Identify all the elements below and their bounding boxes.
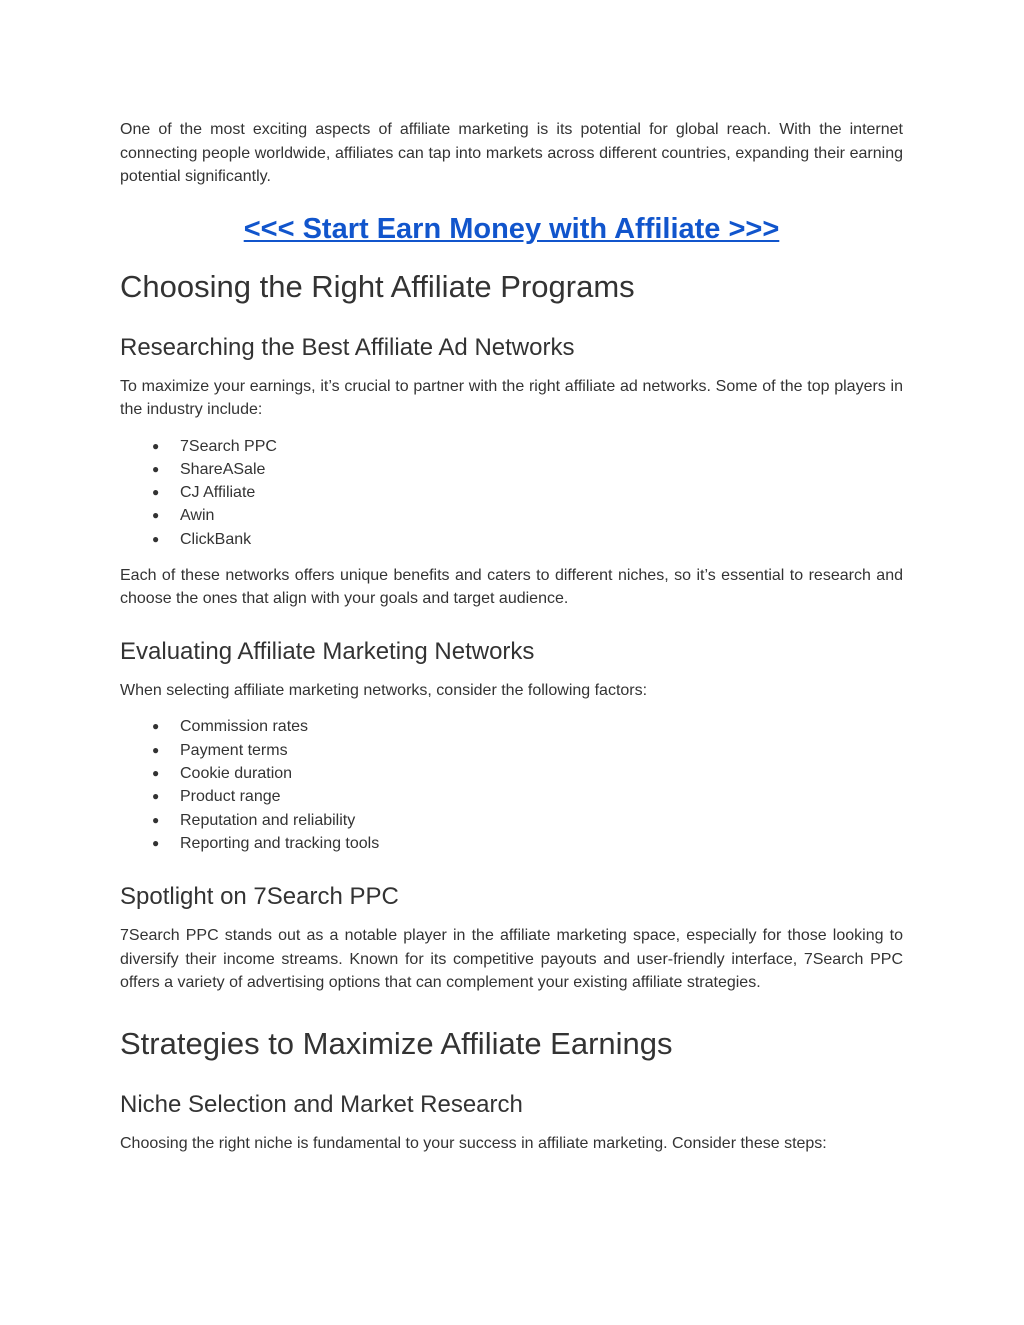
section-heading-strategies: Strategies to Maximize Affiliate Earnings — [120, 1025, 673, 1061]
subheading-niche-selection: Niche Selection and Market Research — [120, 1090, 523, 1118]
list-item: ● Product range — [120, 785, 903, 808]
list-item: ● CJ Affiliate — [120, 481, 903, 504]
intro-paragraph: One of the most exciting aspects of affiliate marketing is its potential for global reach. With the internet connecting people worldwide, affiliates can tap into markets across different countries, expanding their earning potential significantly. — [120, 121, 903, 185]
list-item: ● ShareASale — [120, 458, 903, 481]
networks-outro-paragraph: Each of these networks offers unique benefits and caters to different niches, so it’s essential to research and choose the ones that align with your goals and target audience. — [120, 566, 903, 608]
network-list — [120, 435, 903, 551]
evaluating-intro-paragraph: When selecting affiliate marketing networks, consider the following factors: — [120, 681, 648, 699]
bullet-icon: ● — [152, 508, 160, 523]
list-item: ● 7Search PPC — [120, 435, 903, 458]
bullet-icon: ● — [152, 766, 160, 781]
bullet-icon: ● — [152, 719, 160, 734]
list-item: ● Commission rates — [120, 715, 903, 738]
cta-container — [120, 209, 903, 267]
list-item: ● Awin — [120, 504, 903, 527]
bullet-icon: ● — [152, 485, 160, 500]
subheading-researching-networks: Researching the Best Affiliate Ad Networks — [120, 333, 575, 361]
list-item: ● Reporting and tracking tools — [120, 832, 903, 855]
start-earning-link[interactable]: <<< Start Earn Money with Affiliate >>> — [243, 212, 780, 245]
section-heading-choosing-programs: Choosing the Right Affiliate Programs — [120, 268, 635, 304]
bullet-icon: ● — [152, 531, 160, 546]
list-item: ● Reputation and reliability — [120, 809, 903, 832]
bullet-icon: ● — [152, 461, 160, 476]
list-item: ● Payment terms — [120, 739, 903, 762]
bullet-icon: ● — [152, 789, 160, 804]
factors-list — [120, 715, 903, 855]
spotlight-paragraph: 7Search PPC stands out as a notable player in the affiliate marketing space, especially for those looking to diversify their income streams. Known for its competitive payouts and user-friendly interface, 7Search PPC offers a variety of advertising options that can complement your existing affiliate strategies. — [120, 927, 903, 992]
subheading-evaluating-networks: Evaluating Affiliate Marketing Networks — [120, 637, 535, 665]
document-page — [120, 118, 903, 1155]
bullet-icon: ● — [152, 742, 160, 757]
list-item: ● ClickBank — [120, 528, 903, 551]
researching-intro-paragraph: To maximize your earnings, it’s crucial to partner with the right affiliate ad networks. Some of the top players in the industry include: — [120, 377, 903, 418]
bullet-icon: ● — [152, 812, 160, 827]
bullet-icon: ● — [152, 835, 160, 850]
list-item: ● Cookie duration — [120, 762, 903, 785]
niche-intro-paragraph: Choosing the right niche is fundamental to your success in affiliate marketing. Consider these steps: — [120, 1134, 827, 1152]
bullet-icon: ● — [152, 438, 160, 453]
subheading-spotlight-7search: Spotlight on 7Search PPC — [120, 883, 399, 911]
